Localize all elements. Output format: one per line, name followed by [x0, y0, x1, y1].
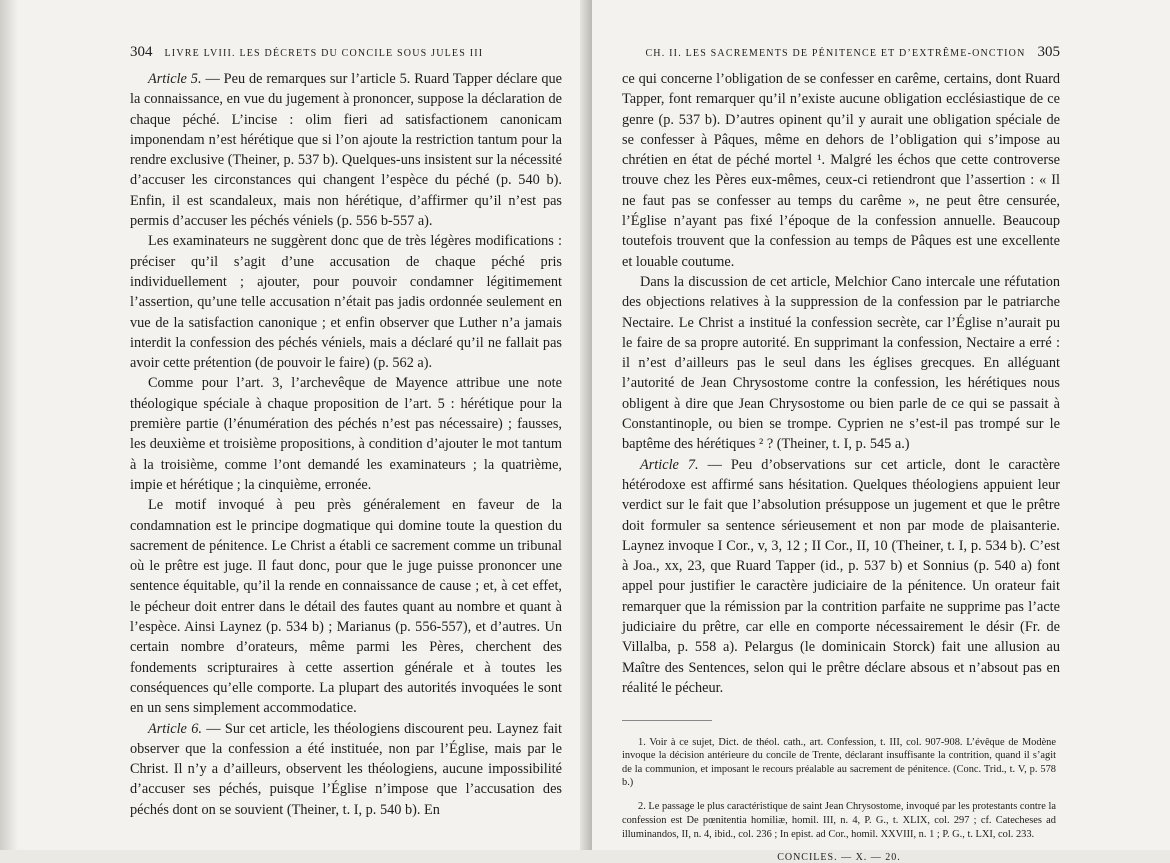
right-running-head — [622, 44, 1060, 61]
page-edge — [0, 0, 18, 850]
right-page-number: 305 — [1037, 44, 1060, 60]
left-running-title: LIVRE LVIII. LES DÉCRETS DU CONCILE SOUS JULES III — [164, 48, 484, 59]
left-paragraph: Les examinateurs ne suggèrent donc que de très légères modifications : préciser qu’il s’agit d’une accusation de chaque péché pris individuellement ; ajouter, pour pouvoir condamner légitimement l’assertion, qu’une telle accusation n’était pas jadis ordonnée seulement en vue de la satisfaction canonique ; et enfin observer que Luther n’a jamais interdit la confession des péchés véniels, mais a déclaré qu’il ne fallait pas avoir cette prétention (de pouvoir le faire) (p. 562 a). — [130, 233, 562, 372]
left-running-head — [130, 44, 562, 61]
footnote-rule — [622, 720, 712, 725]
left-paragraph: Article 5. — Peu de remarques sur l’article 5. Ruard Tapper déclare que la connaissance, en vue du jugement à prononcer, suppose la déclaration de chaque péché. L’incise : olim fieri ad satisfactionem canonicam imponendam n’est hérétique que si l’on ajoute la restriction tantum pour la rendre exclusive (Theiner, p. 537 b). Quelques-uns insistent sur la nécessité d’accuser les circonstances qui changent l’espèce du péché (p. 540 b). Enfin, il est scandaleux, mais non hérétique, d’affirmer qu’il n’est pas permis d’accuser les péchés véniels (p. 556 b-557 a). — [130, 71, 563, 230]
left-paragraph: Le motif invoqué à peu près généralement en faveur de la condamnation est le principe dogmatique qui domine toute la question du sacrement de pénitence. Le Christ a établi ce sacrement comme un tribunal où le prêtre est juge. Il faut donc, pour que le juge puisse prononcer une sentence équitable, qu’il la rende en connaissance de cause ; et, à cet effet, le pécheur doit entrer dans le détail des fautes quant au nombre et quant à l’espèce. Ainsi Laynez (p. 534 b) ; Marianus (p. 556-557), et d’autres. Un certain nombre d’orateurs, même parmi les Pères, cherchent des fondements scripturaires à cette assertion générale et à toutes les conséquences qu’elle comporte. La plupart des autorités invoquées le sont en un sens simplement accommodatice. — [130, 497, 562, 717]
right-paragraph: Dans la discussion de cet article, Melchior Cano intercale une réfutation des objections relatives à la suppression de la confession par le patriarche Nectaire. Le Christ a institué la confession secrète, car l’Église n’aurait pu le faire de sa propre autorité. En supprimant la confession, Nectaire a erré : il n’est d’ailleurs pas le seul dans les églises grecques. En alléguant l’autorité de Jean Chrysostome contre la confession, les hérétiques nous obligent à dire que Jean Chrysostome ou bien parle de ce qui se passait à Constantinople, ou bien se trompe. Cyprien ne s’est-il pas trompé sur le baptême des hérétiques ² ? (Theiner, t. I, p. 545 a.) — [622, 273, 1060, 453]
left-body-text — [130, 69, 562, 820]
right-body-text — [622, 69, 1060, 698]
right-paragraph: Article 7. — Peu d’observations sur cet article, dont le caractère hétérodoxe est affirmé sans hésitation. Quelques théologiens appuient leur verdict sur le fait que l’absolution présuppose un jugement et que le prêtre doit formuler sa sentence sérieusement et non par mode de plaisanterie. Laynez invoque I Cor., v, 3, 12 ; II Cor., II, 10 (Theiner, t. I, p. 534 b). C’est à Joa., xx, 23, que Ruard Tapper (id., p. 537 b) et Sonnius (p. 540 a) font appel pour justifier le caractère judiciaire de la pénitence. Un orateur fait remarquer que la rémission par la contrition parfaite ne supprime pas l’acte judiciaire du prêtre, car elle en comporte nécessairement le désir (Fr. de Villalba, p. 558 a). Pelargus (le dominicain Storck) fait une allusion au Maître des Sentences, selon qui le prêtre déclare absous et n’absout pas en réalité le pécheur. — [622, 456, 1060, 696]
right-paragraph: ce qui concerne l’obligation de se confesser en carême, certains, dont Ruard Tapper, font remarquer qu’il n’existe aucune obligation ecclésiastique de ce genre (p. 537 b). D’autres opinent qu’il y aurait une obligation spéciale de se confesser à Pâques, même en dehors de l’obligation qui s’impose au chrétien en état de péché mortel ¹. Malgré les échos que cette controverse trouve chez les Pères eux-mêmes, ceux-ci retiendront que l’assertion : « Il ne faut pas se confesser au temps du carême », ne peut être censurée, l’Église n’ayant pas fixé l’époque de la confession annuelle. Beaucoup toutefois trouvent que la confession au temps de Pâques est une excellente et louable coutume. — [622, 71, 1060, 270]
right-page — [592, 0, 1170, 863]
right-running-title: CH. II. LES SACREMENTS DE PÉNITENCE ET D’EXTRÊME-ONCTION — [645, 48, 1026, 59]
footnote: 2. Le passage le plus caractéristique de saint Jean Chrysostome, invoqué par les protestants contre la confession est De pœnitentia homiliæ, homil. III, n. 4, P. G., t. XLIX, col. 297 ; cf. Catecheses ad illuminandos, II, n. 4, ibid., col. 236 ; In epist. ad Cor., homil. XXVIII, n. 1 ; P. G., t. LXI, col. 233. — [622, 801, 1056, 840]
footnote: 1. Voir à ce sujet, Dict. de théol. cath., art. Confession, t. III, col. 907-908. L’évêque de Modène invoque la décision antérieure du concile de Trente, déclarant insuffisante la contrition, quand il s’agit de la communion, et imposant le recours préalable au sacrement de pénitence. (Conc. Trid., t. V, p. 578 b.) — [622, 736, 1056, 789]
left-paragraph: Comme pour l’art. 3, l’archevêque de Mayence attribue une note théologique spéciale à chaque proposition de l’art. 5 : hérétique pour la première partie (l’énumération des péchés n’est pas nécessaire) ; fausses, les deuxième et troisième propositions, à condition d’ajouter le mot tantum à la troisième, comme l’ont demandé les examinateurs ; la quatrième, impie et hérétique ; la cinquième, erronée. — [130, 375, 562, 493]
left-page-number: 304 — [130, 44, 153, 60]
printer-signature: CONCILES. — X. — 20. — [777, 851, 901, 863]
left-paragraph: Article 6. — Sur cet article, les théologiens discourent peu. Laynez fait observer que la confession a été instituée, non par l’Église, mais par le Christ. Il n’y a d’ailleurs, observent les théologiens, aucune impossibilité d’accuser ses péchés, puisque l’Église n’impose que l’accusation des péchés dont on se souvient (Theiner, t. I, p. 540 b). En — [130, 720, 562, 818]
left-page — [0, 0, 590, 850]
